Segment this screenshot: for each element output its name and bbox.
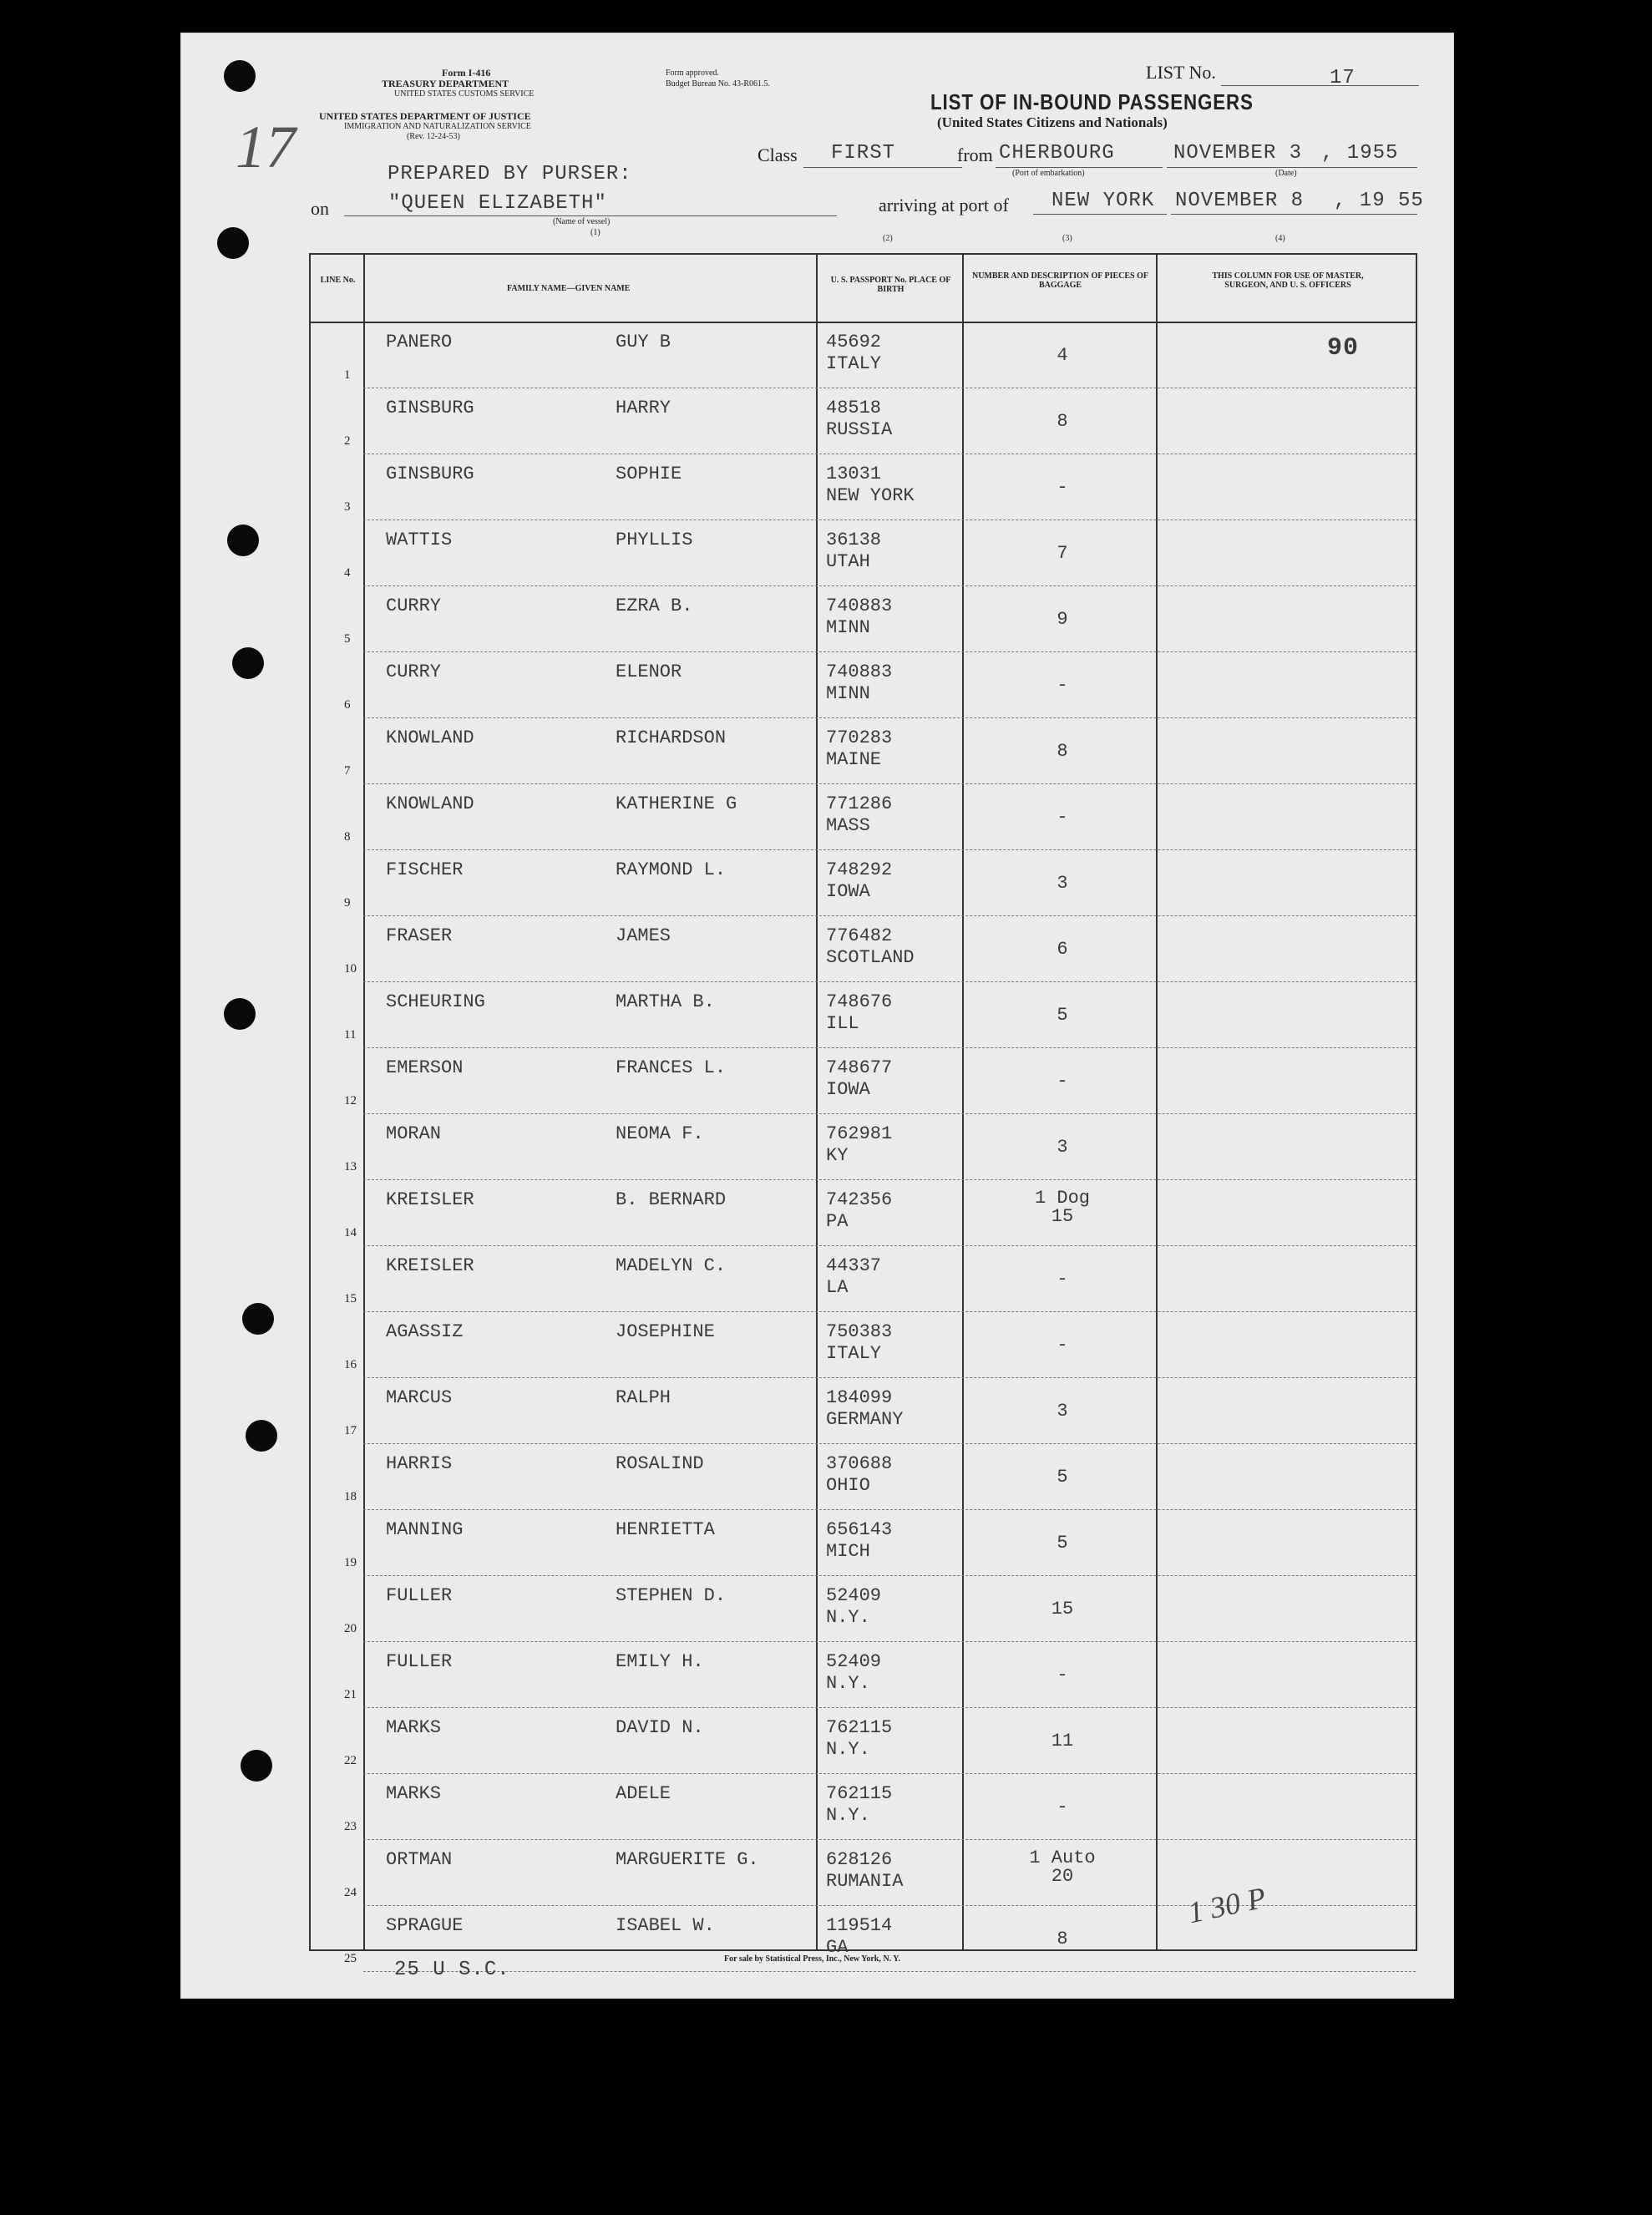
document-subtitle: (United States Citizens and Nationals) [937,114,1168,130]
row-passport-no: 740883 [826,661,893,682]
row-passport-no: 771286 [826,793,893,814]
punch-hole [224,998,256,1030]
punch-hole [217,227,249,259]
row-family-name: MARKS [386,1783,442,1804]
row-passport-no: 370688 [826,1453,893,1474]
row-line-number: 22 [344,1754,357,1767]
row-line-number: 19 [344,1556,357,1569]
row-given-name: RALPH [616,1387,671,1408]
row-passport-no: 748676 [826,991,893,1012]
row-birthplace: MAINE [826,749,882,770]
row-passport-no: 48518 [826,398,882,418]
row-given-name: RAYMOND L. [616,859,727,880]
row-line-number: 3 [344,500,351,514]
row-given-name: ELENOR [616,661,682,682]
row-family-name: KREISLER [386,1189,474,1210]
row-family-name: KNOWLAND [386,793,474,814]
document-page [181,33,1453,1998]
row-passport-no: 776482 [826,925,893,946]
form-number: Form I-416 [442,67,491,79]
row-birthplace: RUSSIA [826,419,893,440]
punch-hole [242,1303,274,1335]
row-line-number: 14 [344,1226,357,1239]
row-family-name: MORAN [386,1123,442,1144]
dept-customs: UNITED STATES CUSTOMS SERVICE [394,89,535,99]
row-baggage: 8 [1057,1929,1068,1949]
row-separator [363,1575,1416,1576]
caption-2: (2) [883,234,893,243]
row-birthplace: GA [826,1937,849,1958]
row-family-name: WATTIS [386,530,453,550]
row-baggage: 8 [1057,411,1068,432]
row-birthplace: RUMANIA [826,1871,904,1892]
date-underline [1167,167,1417,168]
row-separator [363,1245,1416,1246]
from-label: from [957,144,993,165]
row-given-name: KATHERINE G [616,793,737,814]
row-given-name: MARGUERITE G. [616,1849,759,1870]
row-given-name: B. BERNARD [616,1189,727,1210]
row-passport-no: 740883 [826,596,893,616]
row-given-name: SOPHIE [616,464,682,484]
row-family-name: MANNING [386,1519,464,1540]
col-header-line: LINE No. [320,276,356,285]
row-given-name: PHYLLIS [616,530,693,550]
row-separator [363,651,1416,652]
row-birthplace: PA [826,1211,849,1232]
row-passport-no: 748677 [826,1057,893,1078]
punch-hole [232,647,264,679]
row-separator [363,1179,1416,1180]
form-revision: (Rev. 12-24-53) [407,132,460,141]
row-birthplace: MINN [826,617,870,638]
approval-line2: Budget Bureau No. 43-R061.5. [666,79,770,89]
row-baggage: 5 [1057,1467,1068,1488]
row-given-name: ADELE [616,1783,671,1804]
arriving-label: arriving at port of [879,195,1009,215]
row-baggage: - [1057,675,1068,696]
row-given-name: ROSALIND [616,1453,704,1474]
row-family-name: KNOWLAND [386,727,474,748]
row-baggage: 5 [1057,1533,1068,1554]
row-line-number: 25 [344,1952,357,1965]
row-baggage: 5 [1057,1005,1068,1026]
row-line-number: 12 [344,1094,357,1108]
dept-treasury: TREASURY DEPARTMENT [382,78,509,89]
row-line-number: 11 [344,1028,357,1042]
row-separator [363,1047,1416,1048]
class-underline [803,167,962,168]
row-family-name: HARRIS [386,1453,453,1474]
from-value: CHERBOURG [999,142,1115,165]
handwritten-note: 1 30 P [1184,1880,1269,1930]
departure-date: NOVEMBER 3 [1173,142,1303,165]
row-passport-no: 13031 [826,464,882,484]
row-given-name: FRANCES L. [616,1057,727,1078]
list-no-label: LIST No. [1146,62,1216,83]
row-birthplace: N.Y. [826,1673,870,1694]
row-family-name: AGASSIZ [386,1321,464,1342]
row-line-number: 24 [344,1886,357,1899]
row-passport-no: 762981 [826,1123,893,1144]
table-top-border [309,253,1417,255]
row-separator [363,1377,1416,1378]
table-bottom-border [309,1949,1417,1951]
row-given-name: GUY B [616,332,671,352]
row-birthplace: ILL [826,1013,859,1034]
row-separator [363,1839,1416,1840]
row-passport-no: 748292 [826,859,893,880]
class-value: FIRST [831,142,896,165]
row-passport-no: 45692 [826,332,882,352]
row-given-name: RICHARDSON [616,727,727,748]
row-line-number: 21 [344,1688,357,1701]
on-label: on [311,198,329,219]
row-family-name: SPRAGUE [386,1915,464,1936]
col-header-baggage: NUMBER AND DESCRIPTION OF PIECES OF BAGGAGE [971,271,1149,290]
caption-1: (1) [590,228,600,237]
row-line-number: 10 [344,962,357,976]
row-line-number: 2 [344,434,351,448]
row-baggage: - [1057,807,1068,828]
class-label: Class [758,144,798,165]
row-baggage: 3 [1057,1137,1068,1158]
list-no-value: 17 [1330,67,1356,89]
row-family-name: CURRY [386,661,442,682]
row-separator [363,783,1416,784]
row-passport-no: 762115 [826,1783,893,1804]
row-baggage: - [1057,1335,1068,1356]
row-passport-no: 36138 [826,530,882,550]
col-header-name: FAMILY NAME—GIVEN NAME [507,284,631,293]
row-passport-no: 52409 [826,1585,882,1606]
row-given-name: JAMES [616,925,671,946]
row-separator [363,981,1416,982]
row-family-name: PANERO [386,332,453,352]
list-no-underline [1221,85,1419,86]
vessel-name: "QUEEN ELIZABETH" [388,192,607,215]
row-given-name: MADELYN C. [616,1255,727,1276]
port-underline [1033,214,1167,215]
embark-caption: (Port of embarkation) [1012,169,1085,178]
row-separator [363,1641,1416,1642]
col-header-officers: THIS COLUMN FOR USE OF MASTER, SURGEON, AND U. S. OFFICERS [1212,271,1364,290]
row-separator [363,1113,1416,1114]
row-passport-no: 742356 [826,1189,893,1210]
row-separator [363,585,1416,586]
dept-justice: UNITED STATES DEPARTMENT OF JUSTICE [319,110,531,122]
row-line-number: 7 [344,764,351,778]
row-birthplace: KY [826,1145,849,1166]
row-given-name: HARRY [616,398,671,418]
row-family-name: MARKS [386,1717,442,1738]
row-birthplace: IOWA [826,881,870,902]
row-line-number: 13 [344,1160,357,1173]
col-header-passport: U. S. PASSPORT No. PLACE OF BIRTH [830,276,951,294]
row-separator [363,1971,1416,1972]
row-family-name: ORTMAN [386,1849,453,1870]
row-family-name: FISCHER [386,859,464,880]
row-passport-no: 119514 [826,1915,893,1936]
row-family-name: MARCUS [386,1387,453,1408]
row-line-number: 8 [344,830,351,844]
row-birthplace: ITALY [826,1343,882,1364]
row-birthplace: UTAH [826,551,870,572]
row-baggage: 1 Auto 20 [1029,1848,1096,1887]
row-separator [363,1773,1416,1774]
row-line-number: 4 [344,566,351,580]
punch-hole [227,525,259,556]
vessel-caption: (Name of vessel) [553,217,611,226]
row-baggage: - [1057,1071,1068,1092]
row-line-number: 9 [344,896,351,910]
col-passport-divider [962,253,964,1949]
row-baggage: 15 [1051,1599,1074,1619]
caption-3: (3) [1062,234,1072,243]
punch-hole [241,1750,272,1782]
row-baggage: 3 [1057,873,1068,894]
row-line-number: 17 [344,1424,357,1437]
row-birthplace: N.Y. [826,1805,870,1826]
row-given-name: ISABEL W. [616,1915,715,1936]
document-title: LIST OF IN-BOUND PASSENGERS [930,89,1254,114]
officer-mark: 90 [1327,334,1360,362]
row-given-name: NEOMA F. [616,1123,704,1144]
row-family-name: GINSBURG [386,464,474,484]
row-passport-no: 750383 [826,1321,893,1342]
footer-stamp: 25 U S.C. [394,1959,510,1981]
vessel-underline [344,215,837,216]
row-birthplace: LA [826,1277,849,1298]
row-birthplace: MINN [826,683,870,704]
row-line-number: 1 [344,368,351,382]
date-caption: (Date) [1275,169,1297,178]
row-birthplace: IOWA [826,1079,870,1100]
row-line-number: 20 [344,1622,357,1635]
arrival-date: NOVEMBER 8 [1175,190,1305,212]
row-passport-no: 656143 [826,1519,893,1540]
punch-hole [224,60,256,92]
row-separator [363,717,1416,718]
row-given-name: EMILY H. [616,1651,704,1672]
row-baggage: - [1057,477,1068,498]
row-separator [363,915,1416,916]
row-birthplace: N.Y. [826,1739,870,1760]
row-given-name: EZRA B. [616,596,693,616]
row-birthplace: OHIO [826,1475,870,1496]
row-passport-no: 762115 [826,1717,893,1738]
row-baggage: 8 [1057,741,1068,762]
row-line-number: 6 [344,698,351,712]
prepared-by: PREPARED BY PURSER: [388,163,632,185]
row-separator [363,1443,1416,1444]
row-family-name: FRASER [386,925,453,946]
row-passport-no: 52409 [826,1651,882,1672]
row-separator [363,1311,1416,1312]
row-separator [363,849,1416,850]
row-line-number: 18 [344,1490,357,1503]
row-line-number: 5 [344,632,351,646]
row-baggage: 4 [1057,345,1068,366]
row-baggage: - [1057,1665,1068,1685]
row-line-number: 16 [344,1358,357,1371]
row-family-name: FULLER [386,1585,453,1606]
arrival-underline [1171,214,1417,215]
row-separator [363,1509,1416,1510]
margin-note: 17 [236,114,296,180]
row-birthplace: MICH [826,1541,870,1562]
row-passport-no: 184099 [826,1387,893,1408]
arrival-port: NEW YORK [1052,190,1155,212]
row-baggage: 1 Dog 15 [1034,1188,1090,1227]
row-birthplace: N.Y. [826,1607,870,1628]
row-family-name: GINSBURG [386,398,474,418]
row-line-number: 23 [344,1820,357,1833]
row-passport-no: 44337 [826,1255,882,1276]
row-baggage: 9 [1057,609,1068,630]
row-separator [363,1707,1416,1708]
row-baggage: 11 [1051,1731,1074,1751]
table-left-border [309,253,311,1949]
header-bottom-border [309,322,1417,323]
row-given-name: JOSEPHINE [616,1321,715,1342]
row-family-name: SCHEURING [386,991,485,1012]
row-line-number: 15 [344,1292,357,1305]
col-name-divider [816,253,818,1949]
row-baggage: 7 [1057,543,1068,564]
row-baggage: - [1057,1269,1068,1290]
row-given-name: HENRIETTA [616,1519,715,1540]
caption-4: (4) [1275,234,1285,243]
row-given-name: DAVID N. [616,1717,704,1738]
row-given-name: STEPHEN D. [616,1585,727,1606]
row-given-name: MARTHA B. [616,991,715,1012]
row-baggage: - [1057,1797,1068,1817]
row-passport-no: 770283 [826,727,893,748]
row-passport-no: 628126 [826,1849,893,1870]
row-birthplace: NEW YORK [826,485,915,506]
row-family-name: CURRY [386,596,442,616]
row-baggage: 3 [1057,1401,1068,1422]
table-right-border [1416,253,1417,1949]
approval-line1: Form approved. [666,68,719,78]
arrival-year: , 19 55 [1334,190,1424,212]
row-family-name: KREISLER [386,1255,474,1276]
printer-line: For sale by Statistical Press, Inc., New York, N. Y. [724,1954,901,1964]
departure-year: , 1955 [1321,142,1399,165]
row-birthplace: MASS [826,815,870,836]
dept-ins: IMMIGRATION AND NATURALIZATION SERVICE [344,122,531,131]
row-birthplace: ITALY [826,353,882,374]
col-baggage-divider [1156,253,1158,1949]
punch-hole [246,1420,277,1452]
row-baggage: 6 [1057,939,1068,960]
row-family-name: EMERSON [386,1057,464,1078]
from-underline [996,167,1163,168]
col-line-divider [363,253,365,1949]
row-family-name: FULLER [386,1651,453,1672]
row-birthplace: SCOTLAND [826,947,915,968]
row-birthplace: GERMANY [826,1409,904,1430]
